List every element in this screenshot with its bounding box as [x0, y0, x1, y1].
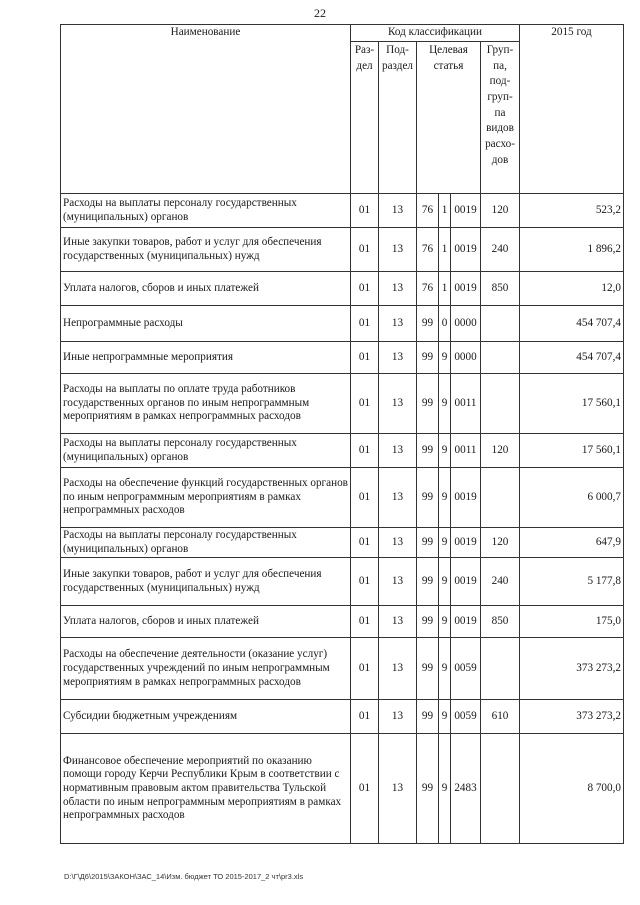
row-name: Непрограммные расходы — [61, 306, 351, 342]
row-name: Иные закупки товаров, работ и услуг для обеспечения государственных (муниципальных) нужд — [61, 558, 351, 606]
row-amount-2015: 373 273,2 — [520, 700, 624, 734]
row-target-program-code: 99 — [417, 734, 439, 844]
table-row — [61, 194, 624, 228]
table-row — [61, 228, 624, 272]
row-name: Расходы на обеспечение функций государственных органов по иным непрограммным мероприятиям в рамках непрограммных расходов — [61, 468, 351, 528]
row-target-subprogram-code: 9 — [439, 434, 451, 468]
row-amount-2015: 373 273,2 — [520, 638, 624, 700]
row-target-program-code: 76 — [417, 272, 439, 306]
row-target-subprogram-code: 1 — [439, 194, 451, 228]
row-target-direction-code: 0000 — [451, 306, 481, 342]
row-target-program-code: 99 — [417, 606, 439, 638]
row-target-subprogram-code: 0 — [439, 306, 451, 342]
table-row — [61, 272, 624, 306]
column-header-section: Раз- дел — [351, 42, 379, 194]
row-expense-group-code: 120 — [481, 528, 520, 558]
table-row — [61, 638, 624, 700]
table-header-row — [61, 25, 624, 42]
row-expense-group-code: 120 — [481, 194, 520, 228]
column-header-target-article: Целевая статья — [417, 42, 481, 194]
column-header-subsection: Под- раздел — [379, 42, 417, 194]
row-target-subprogram-code: 9 — [439, 700, 451, 734]
row-amount-2015: 454 707,4 — [520, 306, 624, 342]
row-subsection-code: 13 — [379, 374, 417, 434]
column-header-classification: Код классификации — [351, 25, 520, 42]
row-target-program-code: 99 — [417, 306, 439, 342]
row-section-code: 01 — [351, 468, 379, 528]
row-subsection-code: 13 — [379, 434, 417, 468]
row-expense-group-code: 610 — [481, 700, 520, 734]
row-subsection-code: 13 — [379, 306, 417, 342]
row-section-code: 01 — [351, 434, 379, 468]
row-expense-group-code — [481, 306, 520, 342]
row-section-code: 01 — [351, 228, 379, 272]
row-subsection-code: 13 — [379, 700, 417, 734]
table-row — [61, 734, 624, 844]
row-section-code: 01 — [351, 374, 379, 434]
row-target-program-code: 76 — [417, 194, 439, 228]
row-name: Иные непрограммные мероприятия — [61, 342, 351, 374]
row-expense-group-code: 240 — [481, 228, 520, 272]
table-row — [61, 342, 624, 374]
row-expense-group-code: 850 — [481, 272, 520, 306]
table-row — [61, 468, 624, 528]
row-target-direction-code: 0019 — [451, 228, 481, 272]
row-expense-group-code: 850 — [481, 606, 520, 638]
row-amount-2015: 5 177,8 — [520, 558, 624, 606]
row-expense-group-code — [481, 342, 520, 374]
row-subsection-code: 13 — [379, 228, 417, 272]
row-subsection-code: 13 — [379, 342, 417, 374]
row-target-subprogram-code: 1 — [439, 272, 451, 306]
row-target-subprogram-code: 9 — [439, 468, 451, 528]
column-header-group: Груп- па, под- груп- па видов расхо- дов — [481, 42, 520, 194]
row-subsection-code: 13 — [379, 558, 417, 606]
row-subsection-code: 13 — [379, 194, 417, 228]
row-amount-2015: 647,9 — [520, 528, 624, 558]
row-section-code: 01 — [351, 194, 379, 228]
row-section-code: 01 — [351, 558, 379, 606]
row-section-code: 01 — [351, 734, 379, 844]
table-body — [61, 194, 624, 844]
row-target-program-code: 99 — [417, 434, 439, 468]
table-row — [61, 700, 624, 734]
footer-file-path: D:\Г\Д6\2015\ЗАКОН\ЗАС_14\Изм. бюджет ТО 2015-2017_2 чт\pr3.xls — [64, 872, 304, 881]
row-target-subprogram-code: 9 — [439, 606, 451, 638]
table-row — [61, 558, 624, 606]
row-expense-group-code: 240 — [481, 558, 520, 606]
row-target-direction-code: 0019 — [451, 558, 481, 606]
row-target-direction-code: 0019 — [451, 272, 481, 306]
row-target-program-code: 99 — [417, 558, 439, 606]
row-name: Расходы на обеспечение деятельности (оказание услуг) государственных учреждений по иным непрограммным мероприятиям в рамках непрограммных расходов — [61, 638, 351, 700]
row-amount-2015: 17 560,1 — [520, 374, 624, 434]
row-amount-2015: 8 700,0 — [520, 734, 624, 844]
row-subsection-code: 13 — [379, 272, 417, 306]
row-target-subprogram-code: 9 — [439, 638, 451, 700]
row-target-subprogram-code: 9 — [439, 734, 451, 844]
row-target-program-code: 99 — [417, 468, 439, 528]
row-target-direction-code: 0059 — [451, 700, 481, 734]
row-expense-group-code — [481, 734, 520, 844]
row-name: Субсидии бюджетным учреждениям — [61, 700, 351, 734]
row-amount-2015: 175,0 — [520, 606, 624, 638]
row-name: Уплата налогов, сборов и иных платежей — [61, 272, 351, 306]
row-target-program-code: 99 — [417, 342, 439, 374]
row-name: Расходы на выплаты персоналу государственных (муниципальных) органов — [61, 194, 351, 228]
row-name: Расходы на выплаты персоналу государственных (муниципальных) органов — [61, 528, 351, 558]
row-amount-2015: 454 707,4 — [520, 342, 624, 374]
row-amount-2015: 17 560,1 — [520, 434, 624, 468]
row-target-subprogram-code: 9 — [439, 342, 451, 374]
row-expense-group-code — [481, 374, 520, 434]
column-header-name: Наименование — [61, 25, 351, 194]
row-expense-group-code — [481, 468, 520, 528]
column-header-year: 2015 год — [520, 25, 624, 194]
row-target-subprogram-code: 9 — [439, 558, 451, 606]
row-target-program-code: 99 — [417, 638, 439, 700]
table-row — [61, 606, 624, 638]
row-subsection-code: 13 — [379, 638, 417, 700]
row-target-direction-code: 0011 — [451, 434, 481, 468]
row-name: Расходы на выплаты персоналу государственных (муниципальных) органов — [61, 434, 351, 468]
row-target-direction-code: 0019 — [451, 468, 481, 528]
row-subsection-code: 13 — [379, 734, 417, 844]
row-name: Финансовое обеспечение мероприятий по оказанию помощи городу Керчи Республики Крым в соответствии с нормативным правовым актом правительства Тульской области по иным непрограммным мероприятиям в рамках непрограммных расходов — [61, 734, 351, 844]
row-section-code: 01 — [351, 342, 379, 374]
row-name: Расходы на выплаты по оплате труда работников государственных органов по иным непрограммным мероприятиям в рамках непрограммных расходов — [61, 374, 351, 434]
row-target-direction-code: 2483 — [451, 734, 481, 844]
page-number: 22 — [314, 6, 326, 20]
row-amount-2015: 523,2 — [520, 194, 624, 228]
row-name: Уплата налогов, сборов и иных платежей — [61, 606, 351, 638]
table-row — [61, 528, 624, 558]
table-row — [61, 306, 624, 342]
row-target-direction-code: 0011 — [451, 374, 481, 434]
row-target-program-code: 99 — [417, 374, 439, 434]
row-section-code: 01 — [351, 272, 379, 306]
row-target-direction-code: 0019 — [451, 194, 481, 228]
row-subsection-code: 13 — [379, 528, 417, 558]
table-row — [61, 374, 624, 434]
row-section-code: 01 — [351, 606, 379, 638]
row-target-program-code: 99 — [417, 528, 439, 558]
row-expense-group-code: 120 — [481, 434, 520, 468]
row-target-direction-code: 0000 — [451, 342, 481, 374]
row-target-subprogram-code: 9 — [439, 374, 451, 434]
row-target-program-code: 99 — [417, 700, 439, 734]
row-target-direction-code: 0059 — [451, 638, 481, 700]
table-row — [61, 434, 624, 468]
row-target-direction-code: 0019 — [451, 606, 481, 638]
row-target-direction-code: 0019 — [451, 528, 481, 558]
row-section-code: 01 — [351, 528, 379, 558]
row-subsection-code: 13 — [379, 606, 417, 638]
row-amount-2015: 6 000,7 — [520, 468, 624, 528]
row-expense-group-code — [481, 638, 520, 700]
row-section-code: 01 — [351, 638, 379, 700]
budget-table — [60, 24, 624, 844]
row-amount-2015: 12,0 — [520, 272, 624, 306]
row-section-code: 01 — [351, 306, 379, 342]
row-target-program-code: 76 — [417, 228, 439, 272]
row-target-subprogram-code: 9 — [439, 528, 451, 558]
row-section-code: 01 — [351, 700, 379, 734]
row-target-subprogram-code: 1 — [439, 228, 451, 272]
row-name: Иные закупки товаров, работ и услуг для обеспечения государственных (муниципальных) нужд — [61, 228, 351, 272]
row-amount-2015: 1 896,2 — [520, 228, 624, 272]
row-subsection-code: 13 — [379, 468, 417, 528]
